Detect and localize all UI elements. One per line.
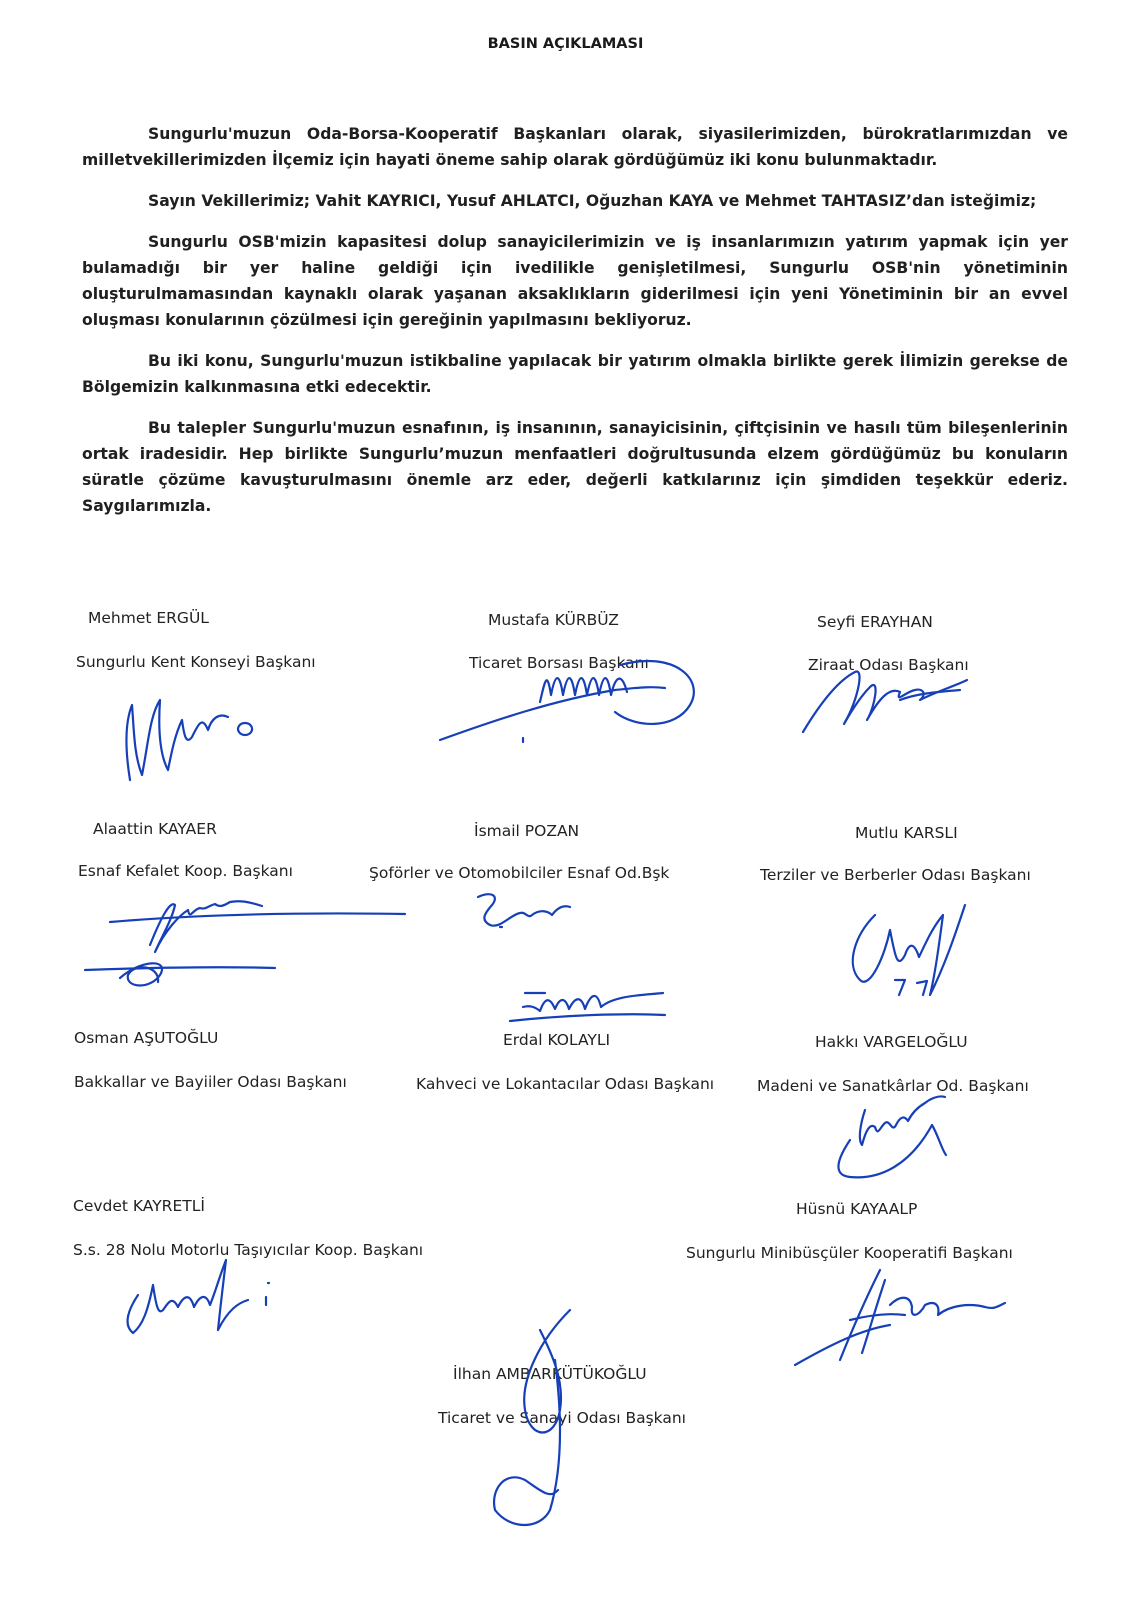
paragraph: Sungurlu OSB'mizin kapasitesi dolup sanayicilerimizin ve iş insanlarımızın yatırım yapmak için yer bulamadığı bir yer haline geldiği için ivedilikle genişletilmesi, Sungurlu OSB'nin yönetiminin oluşturulmamasından kaynaklı olarak yaşanan aksaklıkların giderilmesi için yeni Yönetiminin bir an evvel oluşması konularının çözülmesi için gereğinin yapılmasını bekliyoruz. [82, 233, 1068, 329]
signatory-title: S.s. 28 Nolu Motorlu Taşıyıcılar Koop. Başkanı [73, 1241, 424, 1259]
signatory-name: Seyfi ERAYHAN [817, 613, 933, 631]
signature-hakki-vargeloglu [820, 1085, 960, 1185]
signatory-name: Mehmet ERGÜL [88, 609, 209, 627]
signatory-title: Esnaf Kefalet Koop. Başkanı [78, 862, 293, 880]
signatory-title: Kahveci ve Lokantacılar Odası Başkanı [416, 1075, 715, 1093]
signatory-title: Şoförler ve Otomobilciler Esnaf Od.Bşk [369, 864, 670, 882]
paragraph: Sayın Vekillerimiz; Vahit KAYRICI, Yusuf AHLATCI, Oğuzhan KAYA ve Mehmet TAHTASIZ’dan isteğimiz; [148, 192, 1037, 210]
paragraph: Sungurlu'muzun Oda-Borsa-Kooperatif Başkanları olarak, siyasilerimizden, bürokratlarımızdan ve milletvekillerimizden İlçemiz için hayati öneme sahip olarak gördüğümüz iki konu bulunmaktadır. [82, 125, 1068, 169]
signatory-title: Madeni ve Sanatkârlar Od. Başkanı [757, 1077, 1029, 1095]
signature-mehmet-ergul [120, 675, 270, 790]
signature-ilhan-ambarkutukoglu [480, 1300, 610, 1540]
signature-mutlu-karsli [835, 885, 975, 1015]
paragraph: Bu iki konu, Sungurlu'muzun istikbaline yapılacak bir yatırım olmakla birlikte gerek İlimizin gerekse de Bölgemizin kalkınmasına etki edecektir. [82, 352, 1068, 396]
paragraph: Bu talepler Sungurlu'muzun esnafının, iş insanının, sanayicisinin, çiftçisinin ve hasılı tüm bileşenlerinin ortak iradesidir. Hep birlikte Sungurlu’muzun menfaatleri doğrultusunda elzem gördüğümüz bu konuların süratle çözüme kavuşturulmasını önemle arz eder, değerli katkılarınız için şimdiden teşekkür ederiz. Saygılarımızla. [82, 419, 1068, 515]
signatory-title: Terziler ve Berberler Odası Başkanı [760, 866, 1031, 884]
signatory-name: İsmail POZAN [474, 822, 580, 840]
signature-husnu-kayaalp [790, 1265, 1010, 1375]
signatory-title: Ziraat Odası Başkanı [808, 656, 969, 674]
signatory-name: Alaattin KAYAER [93, 820, 217, 838]
signatory-title: Ticaret ve Sanayi Odası Başkanı [438, 1409, 686, 1427]
signatory-name: Hüsnü KAYAALP [796, 1200, 918, 1218]
signature-ismail-pozan [470, 885, 580, 940]
signature-cevdet-kayretli [108, 1255, 293, 1350]
signatory-name: Hakkı VARGELOĞLU [815, 1033, 968, 1051]
signatory-name: Mustafa KÜRBÜZ [488, 611, 619, 629]
signature-seyfi-erayhan [795, 662, 975, 737]
signature-erdal-kolayli [505, 985, 675, 1030]
signatory-name: Erdal KOLAYLI [503, 1031, 611, 1049]
signatory-title: Bakkallar ve Bayiiler Odası Başkanı [74, 1073, 347, 1091]
signature-mustafa-kurbuz [435, 640, 715, 750]
signatory-name: Cevdet KAYRETLİ [73, 1197, 205, 1215]
document-title: BASIN AÇIKLAMASI [487, 36, 644, 52]
signatory-name: İlhan AMBARKÜTÜKOĞLU [453, 1365, 647, 1383]
signature-alaattin-kayaer [80, 880, 410, 995]
signatory-name: Osman AŞUTOĞLU [74, 1029, 219, 1047]
statement-body [82, 121, 1068, 534]
signatory-title: Sungurlu Kent Konseyi Başkanı [76, 653, 316, 671]
signatory-title: Sungurlu Minibüsçüler Kooperatifi Başkanı [686, 1244, 1013, 1262]
signatory-title: Ticaret Borsası Başkanı [469, 654, 649, 672]
signatory-name: Mutlu KARSLI [855, 824, 958, 842]
